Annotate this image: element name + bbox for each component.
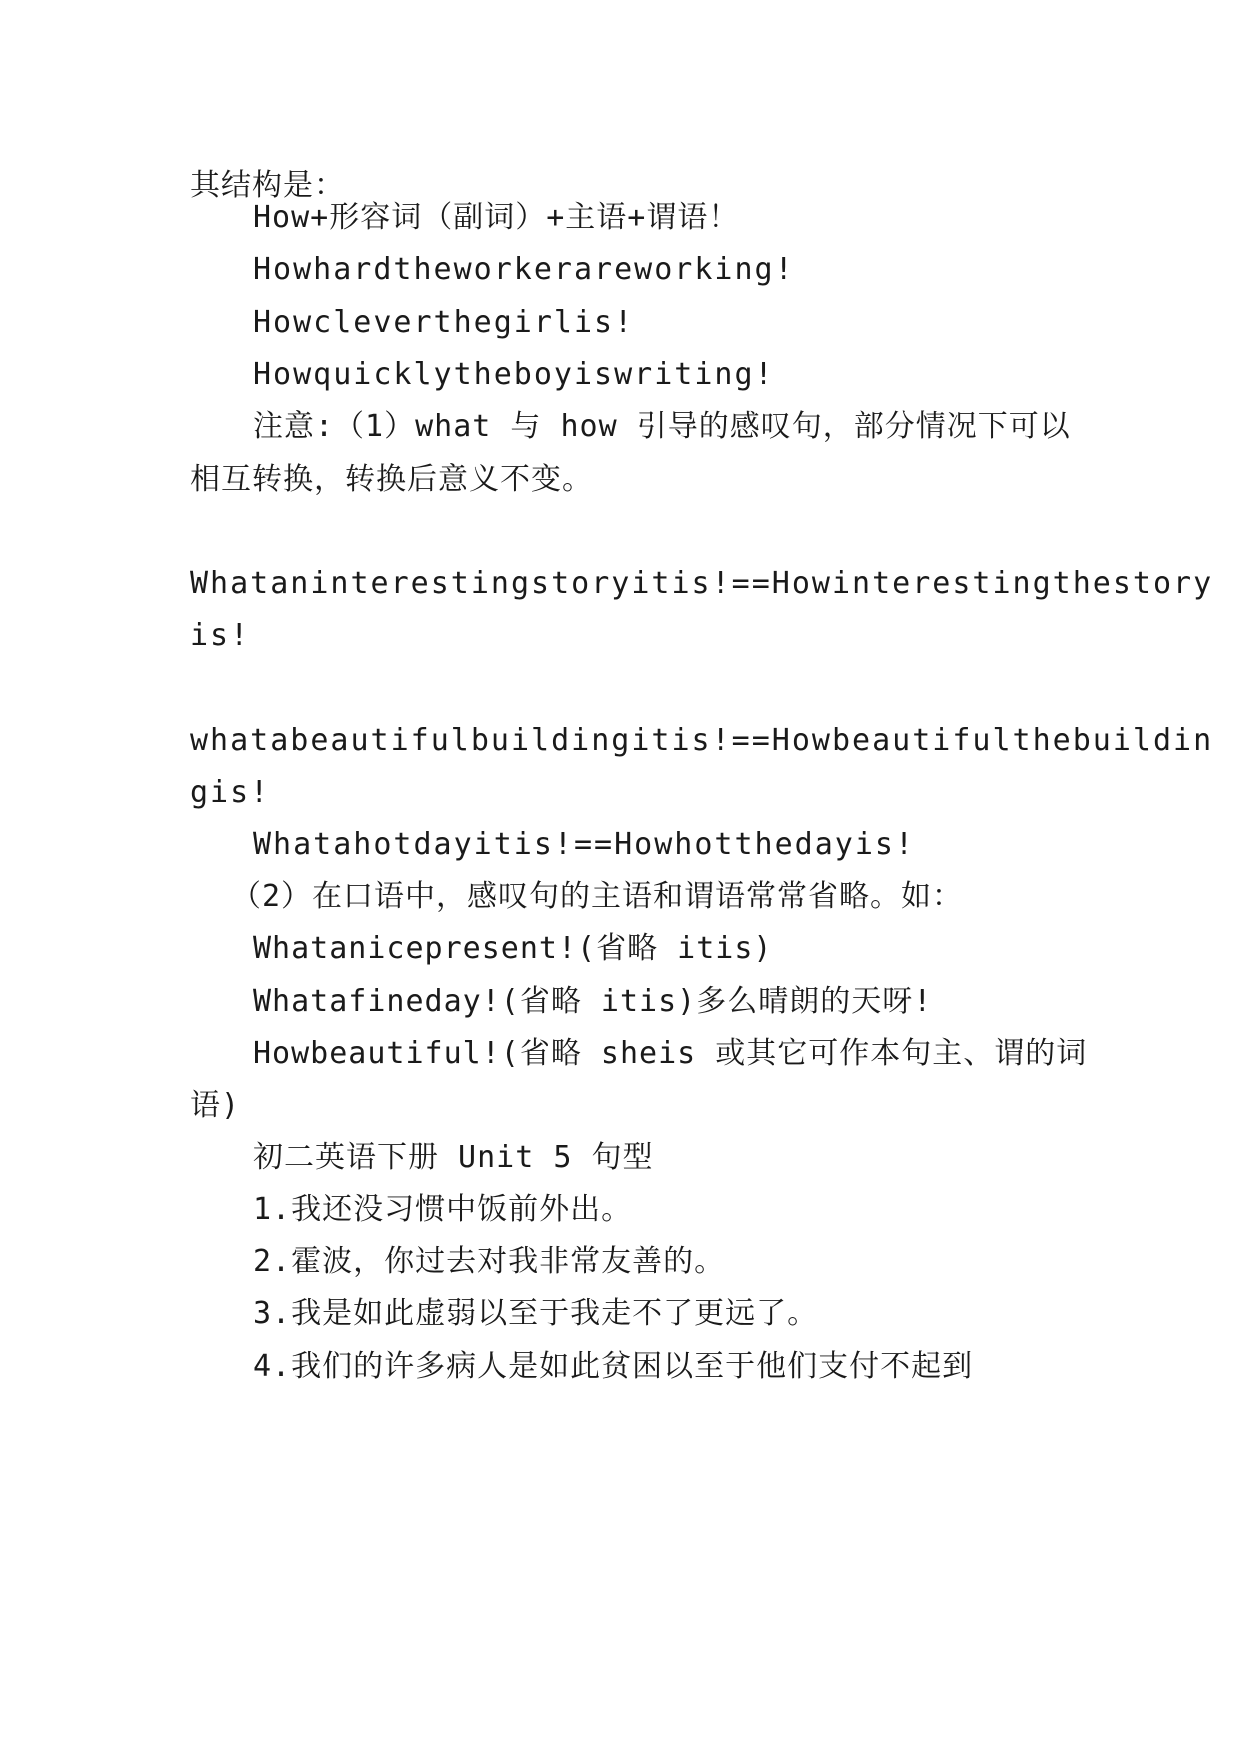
note-paragraph-line: （2）在口语中，感叹句的主语和谓语常常省略。如： xyxy=(231,879,964,914)
conversion-example: Whatahotdayitis!==Howhotthedayis! xyxy=(253,827,916,862)
how-structure-formula: How+形容词（副词）+主语+谓语！ xyxy=(253,200,740,235)
omission-example-continued: 语) xyxy=(190,1088,241,1123)
example-sentence: Howquicklytheboyiswriting! xyxy=(253,357,775,392)
list-item: 4.我们的许多病人是如此贫困以至于他们支付不起到 xyxy=(253,1349,974,1384)
list-item: 1.我还没习惯中饭前外出。 xyxy=(253,1192,633,1227)
note-paragraph-line: 注意:（1）what 与 how 引导的感叹句，部分情况下可以 xyxy=(253,409,1071,444)
omission-example: Whatanicepresent!(省略 itis) xyxy=(253,931,773,966)
example-sentence: Howhardtheworkerareworking! xyxy=(253,252,795,287)
conversion-example: Whataninterestingstoryitis!==Howinterestingthestory xyxy=(190,566,1214,601)
list-item: 2.霍波，你过去对我非常友善的。 xyxy=(253,1244,726,1279)
structure-heading: 其结构是： xyxy=(190,168,345,203)
omission-example: Whatafineday!(省略 itis)多么晴朗的天呀! xyxy=(253,984,933,1019)
list-item: 3.我是如此虚弱以至于我走不了更远了。 xyxy=(253,1296,819,1331)
conversion-example: whatabeautifulbuildingitis!==Howbeautifulthebuildin xyxy=(190,723,1214,758)
conversion-example-continued: is! xyxy=(190,618,251,653)
example-sentence: Howcleverthegirlis! xyxy=(253,305,635,340)
section-heading: 初二英语下册 Unit 5 句型 xyxy=(253,1140,654,1175)
conversion-example-continued: gis! xyxy=(190,775,271,810)
omission-example: Howbeautiful!(省略 sheis 或其它可作本句主、谓的词 xyxy=(253,1036,1088,1071)
note-paragraph-line: 相互转换，转换后意义不变。 xyxy=(190,462,593,497)
